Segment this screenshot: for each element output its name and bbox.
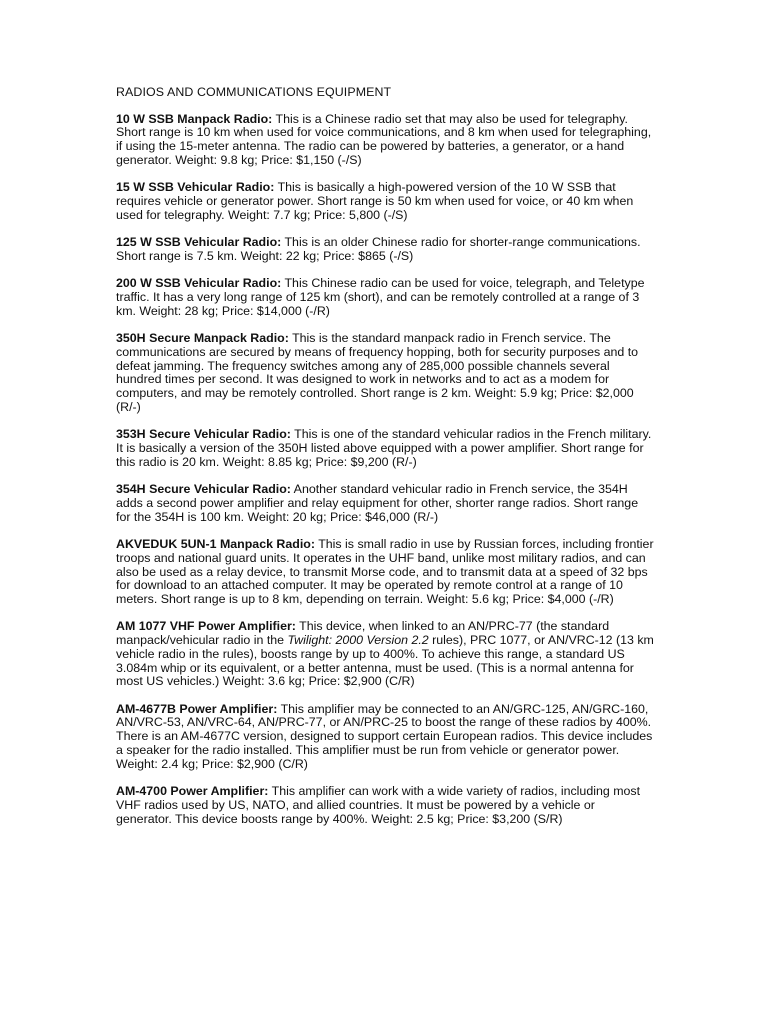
entry-15w-ssb-vehicular (116, 181, 654, 222)
entry-title: AM 1077 VHF Power Amplifier: (116, 619, 296, 634)
entry-10w-ssb-manpack (116, 113, 654, 168)
entry-text: This Chinese radio can be used for voice, telegraph, and Teletype traffic. It has a very long range of 125 km (short), and can be remotely controlled at a range of 3 km. Weight: 28 kg; Price: $14,000 (-/R) (116, 276, 645, 318)
entry-title: 353H Secure Vehicular Radio: (116, 427, 291, 442)
entry-text: This amplifier may be connected to an AN/GRC-125, AN/GRC-160, AN/VRC-53, AN/VRC-64, AN/PRC-77, or AN/PRC-25 to boost the range of these radios by 400%. There is an AM-4677C version, designed to support certain European radios. This device includes a speaker for the radio installed. This amplifier must be run from vehicle or generator power. Weight: 2.4 kg; Price: $2,900 (C/R) (116, 701, 653, 771)
section-heading: RADIOS AND COMMUNICATIONS EQUIPMENT (116, 85, 392, 99)
document-page (116, 86, 654, 840)
entry-am-4700-amplifier (116, 785, 654, 826)
entry-akveduk-5un-1 (116, 538, 654, 607)
entry-200w-ssb-vehicular (116, 277, 654, 318)
entry-text-before: This device, when linked to an AN/PRC-77 (the standard manpack/vehicular radio in the (116, 619, 610, 648)
entry-354h-secure-vehicular (116, 483, 654, 524)
entry-title: 350H Secure Manpack Radio: (116, 331, 289, 346)
entry-title: 354H Secure Vehicular Radio: (116, 482, 291, 497)
entry-am-4677b-amplifier (116, 703, 654, 772)
entry-350h-secure-manpack (116, 332, 654, 414)
entry-text-after: rules), PRC 1077, or AN/VRC-12 (13 km vehicle radio in the rules), boosts range by up to 400%. To achieve this range, a standard US 3.084m whip or its equivalent, or a better antenna, must be used. (This is a normal antenna for most US vehicles.) Weight: 3.6 kg; Price: $2,900 (C/R) (116, 633, 654, 689)
entry-title: AM-4700 Power Amplifier: (116, 784, 269, 799)
entry-text: This is one of the standard vehicular radios in the French military. It is basically a version of the 350H listed above equipped with a power amplifier. Short range for this radio is 20 km. Weight: 8.85 kg; Price: $9,200 (R/-) (116, 427, 652, 469)
entry-text: This amplifier can work with a wide variety of radios, including most VHF radios used by US, NATO, and allied countries. It must be powered by a vehicle or generator. This device boosts range by 400%. Weight: 2.5 kg; Price: $3,200 (S/R) (116, 784, 641, 826)
entry-text: This is the standard manpack radio in French service. The communications are secured by means of frequency hopping, both for security purposes and to defeat jamming. The frequency switches among any of 285,000 possible channels several hundred times per second. It was designed to work in networks and to act as a modem for computers, and may be remotely controlled. Short range is 2 km. Weight: 5.9 kg; Price: $2,000 (R/-) (116, 331, 639, 414)
entry-title: 15 W SSB Vehicular Radio: (116, 180, 275, 195)
entry-italic-rulebook-title: Twilight: 2000 Version 2.2 (287, 633, 429, 648)
entry-title: AKVEDUK 5UN-1 Manpack Radio: (116, 537, 315, 552)
entry-text: This is basically a high-powered version of the 10 W SSB that requires vehicle or generator power. Short range is 50 km when used for voice, or 40 km when used for telegraphy. Weight: 7.7 kg; Price: 5,800 (-/S) (116, 180, 634, 222)
entry-text: This is a Chinese radio set that may also be used for telegraphy. Short range is 10 km when used for voice communications, and 8 km when used for telegraphing, if using the 15-meter antenna. The radio can be powered by batteries, a generator, or a hand generator. Weight: 9.8 kg; Price: $1,150 (-/S) (116, 111, 652, 167)
entry-title: 200 W SSB Vehicular Radio: (116, 276, 282, 291)
entry-title: 125 W SSB Vehicular Radio: (116, 235, 282, 250)
entry-353h-secure-vehicular (116, 428, 654, 469)
entry-125w-ssb-vehicular (116, 236, 654, 263)
entry-text: This is an older Chinese radio for shorter-range communications. Short range is 7.5 km. Weight: 22 kg; Price: $865 (-/S) (116, 235, 641, 263)
entry-am-1077-vhf-amplifier (116, 620, 654, 689)
entry-text: Another standard vehicular radio in French service, the 354H adds a second power amplifier and relay equipment for other, shorter range radios. Short range for the 354H is 100 km. Weight: 20 kg; Price: $46,000 (R/-) (116, 482, 639, 524)
entry-text: This is small radio in use by Russian forces, including frontier troops and national guard units. It operates in the UHF band, unlike most military radios, and can also be used as a relay device, to transmit Morse code, and to transmit data at a speed of 32 bps for download to an attached computer. It may be operated by remote control at a range of 10 meters. Short range is up to 8 km, depending on terrain. Weight: 5.6 kg; Price: $4,000 (-/R) (116, 537, 654, 606)
entry-title: 10 W SSB Manpack Radio: (116, 111, 273, 126)
entry-title: AM-4677B Power Amplifier: (116, 701, 278, 716)
